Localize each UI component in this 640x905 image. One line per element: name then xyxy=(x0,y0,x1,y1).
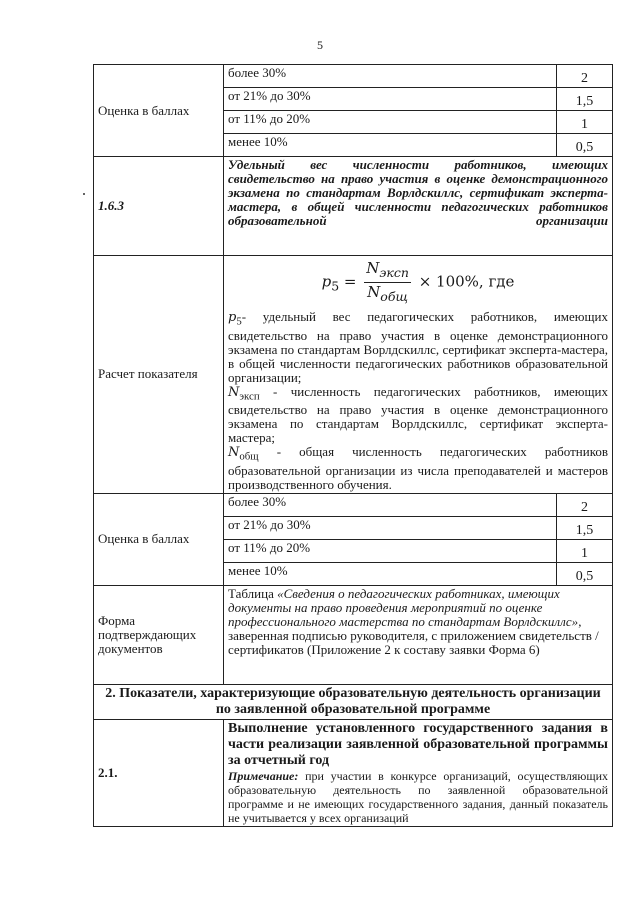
calculation-cell xyxy=(224,256,613,494)
documents-row xyxy=(94,585,613,684)
fraction: $\frac{N_{эксп}}{N_{общ}}$ xyxy=(366,259,409,304)
indicator-title: Удельный вес численности работников, имеющих свидетельство на право участия в оценке демонстрационного экзамена по стандартам Ворлдскиллс, сертификат эксперта-мастера, в общей численности педагогических работников образовательной организации xyxy=(224,157,613,256)
range-label: менее 10% xyxy=(224,562,557,585)
definition-n-total: $N_{общ}$ - общая численность педагогических работников образовательной организации из числа преподавателей и мастеров производственного обучения. xyxy=(228,444,608,492)
definition-p5: $p_5-$ удельный вес педагогических работников, имеющих свидетельство на право участия в оценке демонстрационного экзамена по стандартам Ворлдскиллс, сертификат эксперта-мастера, в общей численности педагогических работников образовательной организации; xyxy=(228,309,608,385)
indicator-code: 1.6.3 xyxy=(94,157,224,256)
score-value: 0,5 xyxy=(557,562,613,585)
criteria-table xyxy=(93,64,613,827)
range-label: более 30% xyxy=(224,65,557,88)
item-row xyxy=(94,719,613,826)
score-row xyxy=(94,493,613,516)
section-row xyxy=(94,684,613,719)
range-label: более 30% xyxy=(224,493,557,516)
score-value: 1,5 xyxy=(557,88,613,111)
section-heading: 2. Показатели, характеризующие образовательную деятельность организации по заявленной образовательной программе xyxy=(94,684,613,719)
scan-speck xyxy=(83,193,85,195)
score-value: 2 xyxy=(557,493,613,516)
item-content xyxy=(224,719,613,826)
documents-text: Таблица «Сведения о педагогических работниках, имеющих документы на право проведения мероприятий по оценке профессионального мастерства по стандартам Ворлдскиллс», заверенная подписью руководителя, с приложением свидетельств / сертификатов (Приложение 2 к составу заявки Форма 6) xyxy=(224,585,613,684)
score-value: 0,5 xyxy=(557,134,613,157)
score-value: 2 xyxy=(557,65,613,88)
score-value: 1,5 xyxy=(557,516,613,539)
score-label: Оценка в баллах xyxy=(94,493,224,585)
documents-label: Форма подтверждающих документов xyxy=(94,585,224,684)
formula: $p_5$ = $\frac{N_{эксп}}{N_{общ}}$ × 100%, где xyxy=(321,259,515,304)
range-label: от 21% до 30% xyxy=(224,88,557,111)
range-label: от 11% до 20% xyxy=(224,111,557,134)
calculation-row xyxy=(94,256,613,494)
page-number: 5 xyxy=(317,38,323,52)
indicator-row xyxy=(94,157,613,256)
item-note: Примечание: при участии в конкурсе организаций, осуществляющих образовательную деятельность по заявленной образовательной программе и не имеющих государственного задания, данный показатель не учитывается у всех организаций xyxy=(228,768,608,825)
calculation-label: Расчет показателя xyxy=(94,256,224,494)
score-value: 1 xyxy=(557,539,613,562)
score-row xyxy=(94,65,613,88)
item-title: Выполнение установленного государственного задания в части реализации заявленной образовательной программы за отчетный год xyxy=(228,720,608,768)
score-value: 1 xyxy=(557,111,613,134)
range-label: от 11% до 20% xyxy=(224,539,557,562)
score-label: Оценка в баллах xyxy=(94,65,224,157)
range-label: менее 10% xyxy=(224,134,557,157)
range-label: от 21% до 30% xyxy=(224,516,557,539)
item-code: 2.1. xyxy=(94,719,224,826)
definition-n-exp: $N_{эксп}$ - численность педагогических работников, имеющих свидетельство на право участия в оценке демонстрационного экзамена по стандартам Ворлдскиллс, сертификат эксперта-мастера; xyxy=(228,383,608,446)
